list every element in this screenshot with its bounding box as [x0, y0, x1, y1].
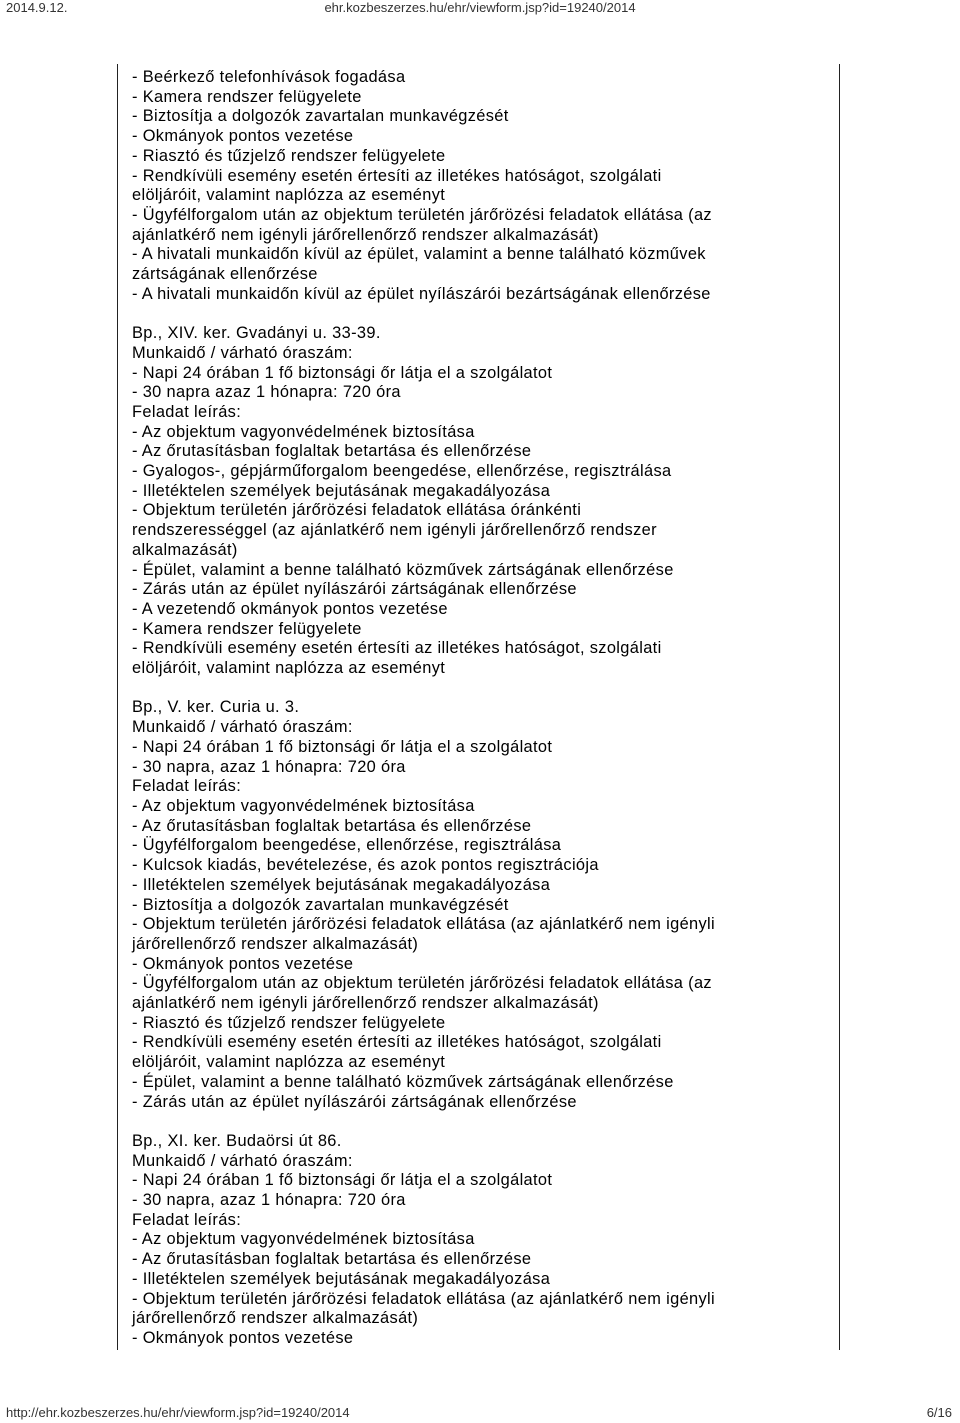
text-line: - Kamera rendszer felügyelete — [132, 87, 362, 106]
text-line: - Kamera rendszer felügyelete — [132, 619, 362, 638]
document-frame — [117, 64, 840, 1350]
text-line: járőrellenőrző rendszer alkalmazását) — [132, 1309, 419, 1328]
text-line: járőrellenőrző rendszer alkalmazását) — [132, 934, 419, 953]
print-header — [0, 0, 960, 20]
text-line: - A vezetendő okmányok pontos vezetése — [132, 599, 448, 618]
text-line: Bp., XIV. ker. Gvadányi u. 33-39. — [132, 324, 381, 343]
paragraph-gap — [132, 304, 832, 324]
text-line: Feladat leírás: — [132, 402, 242, 421]
text-line: alkalmazását) — [132, 540, 238, 559]
text-line: - Rendkívüli esemény esetén értesíti az illetékes hatóságot, szolgálati — [132, 1033, 662, 1052]
text-line: - Napi 24 órában 1 fő biztonsági őr látja el a szolgálatot — [132, 737, 553, 756]
text-line: - Kulcsok kiadás, bevételezése, és azok pontos regisztrációja — [132, 856, 599, 875]
text-line: - Okmányok pontos vezetése — [132, 127, 354, 146]
text-line: - 30 napra azaz 1 hónapra: 720 óra — [132, 383, 401, 402]
text-line: - Okmányok pontos vezetése — [132, 1328, 354, 1347]
text-line: elöljáróit, valamint naplózza az eseményt — [132, 1053, 446, 1072]
document-body — [132, 68, 832, 1349]
text-line: - Napi 24 órában 1 fő biztonsági őr látja el a szolgálatot — [132, 1171, 553, 1190]
text-line: Munkaidő / várható óraszám: — [132, 1151, 353, 1170]
text-line: - Ügyfélforgalom beengedése, ellenőrzése, regisztrálása — [132, 836, 562, 855]
page-number: 6/16 — [926, 1405, 952, 1420]
text-line: Munkaidő / várható óraszám: — [132, 343, 353, 362]
text-line: - Objektum területén járőrözési feladatok ellátása (az ajánlatkérő nem igényli — [132, 1289, 716, 1308]
print-header-url: ehr.kozbeszerzes.hu/ehr/viewform.jsp?id=19240/2014 — [324, 0, 636, 15]
text-line: - Zárás után az épület nyílászárói zártságának ellenőrzése — [132, 580, 577, 599]
text-line: elöljáróit, valamint naplózza az eseményt — [132, 186, 446, 205]
text-line: - Az objektum vagyonvédelmének biztosítása — [132, 796, 475, 815]
print-footer-url: http://ehr.kozbeszerzes.hu/ehr/viewform.jsp?id=19240/2014 — [6, 1405, 350, 1420]
text-line: - Az őrutasításban foglaltak betartása és ellenőrzése — [132, 816, 532, 835]
text-line: rendszerességgel (az ajánlatkérő nem igényli járőrellenőrző rendszer — [132, 521, 657, 540]
text-line: - Napi 24 órában 1 fő biztonsági őr látja el a szolgálatot — [132, 363, 553, 382]
text-line: - Illetéktelen személyek bejutásának megakadályozása — [132, 875, 551, 894]
text-line: - Okmányok pontos vezetése — [132, 954, 354, 973]
text-line: - Zárás után az épület nyílászárói zártságának ellenőrzése — [132, 1092, 577, 1111]
text-line: Bp., XI. ker. Budaörsi út 86. — [132, 1131, 342, 1150]
text-line: - Objektum területén járőrözési feladatok ellátása óránkénti — [132, 501, 582, 520]
text-line: - A hivatali munkaidőn kívül az épület nyílászárói bezártságának ellenőrzése — [132, 284, 711, 303]
text-line: - Riasztó és tűzjelző rendszer felügyelete — [132, 1013, 446, 1032]
text-line: - Az objektum vagyonvédelmének biztosítása — [132, 1230, 475, 1249]
text-line: - Rendkívüli esemény esetén értesíti az illetékes hatóságot, szolgálati — [132, 166, 662, 185]
paragraph-gap — [132, 679, 832, 699]
print-footer — [0, 1405, 960, 1423]
text-line: - Ügyfélforgalom után az objektum területén járőrözési feladatok ellátása (az — [132, 974, 712, 993]
text-line: - Rendkívüli esemény esetén értesíti az illetékes hatóságot, szolgálati — [132, 639, 662, 658]
text-line: Feladat leírás: — [132, 777, 242, 796]
text-line: zártságának ellenőrzése — [132, 265, 318, 284]
text-line: - Biztosítja a dolgozók zavartalan munkavégzését — [132, 107, 509, 126]
text-line: - Ügyfélforgalom után az objektum területén járőrözési feladatok ellátása (az — [132, 205, 712, 224]
text-line: - Az objektum vagyonvédelmének biztosítása — [132, 422, 475, 441]
text-line: Bp., V. ker. Curia u. 3. — [132, 698, 300, 717]
text-line: - Épület, valamint a benne található közművek zártságának ellenőrzése — [132, 1072, 674, 1091]
text-line: - Gyalogos-, gépjárműforgalom beengedése, ellenőrzése, regisztrálása — [132, 462, 672, 481]
text-line: Munkaidő / várható óraszám: — [132, 718, 353, 737]
text-line: - Beérkező telefonhívások fogadása — [132, 68, 406, 86]
text-line: ajánlatkérő nem igényli járőrellenőrző rendszer alkalmazását) — [132, 994, 599, 1013]
text-line: - Biztosítja a dolgozók zavartalan munkavégzését — [132, 895, 509, 914]
text-line: - 30 napra, azaz 1 hónapra: 720 óra — [132, 1191, 406, 1210]
text-line: - Az őrutasításban foglaltak betartása és ellenőrzése — [132, 1250, 532, 1269]
paragraph-gap — [132, 1112, 832, 1132]
text-line: - Illetéktelen személyek bejutásának megakadályozása — [132, 481, 551, 500]
text-line: - Illetéktelen személyek bejutásának megakadályozása — [132, 1269, 551, 1288]
text-line: ajánlatkérő nem igényli járőrellenőrző rendszer alkalmazását) — [132, 225, 599, 244]
text-line: - Épület, valamint a benne található közművek zártságának ellenőrzése — [132, 560, 674, 579]
text-line: - Az őrutasításban foglaltak betartása és ellenőrzése — [132, 442, 532, 461]
text-line: - A hivatali munkaidőn kívül az épület, valamint a benne található közművek — [132, 245, 706, 264]
print-date: 2014.9.12. — [6, 0, 68, 15]
text-line: - Riasztó és tűzjelző rendszer felügyelete — [132, 146, 446, 165]
text-line: - 30 napra, azaz 1 hónapra: 720 óra — [132, 757, 406, 776]
text-line: elöljáróit, valamint naplózza az eseményt — [132, 659, 446, 678]
text-line: - Objektum területén járőrözési feladatok ellátása (az ajánlatkérő nem igényli — [132, 915, 716, 934]
text-line: Feladat leírás: — [132, 1210, 242, 1229]
